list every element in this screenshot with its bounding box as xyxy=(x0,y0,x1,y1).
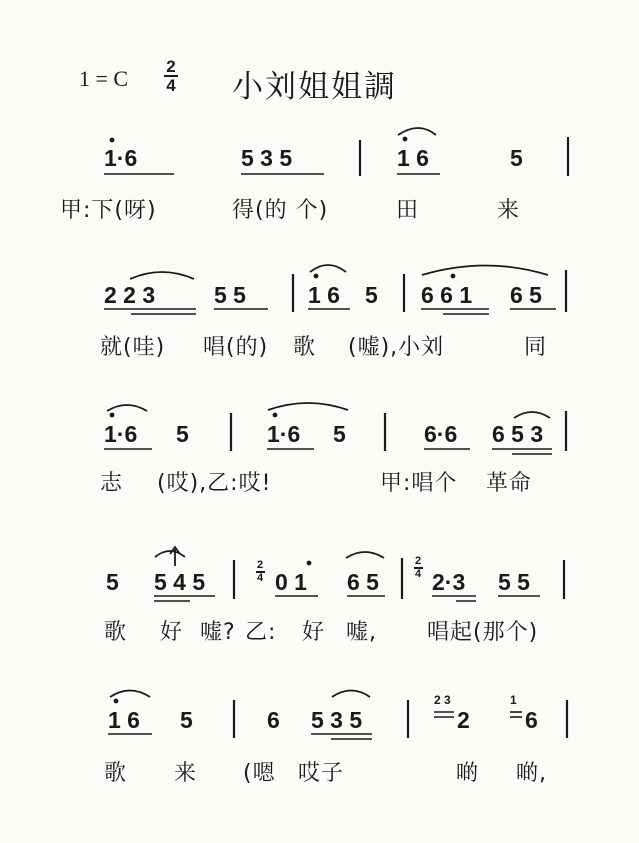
slur xyxy=(346,552,384,558)
slur xyxy=(332,691,370,698)
lyric-segment: 乙: xyxy=(245,620,277,645)
note-group: 6 5 3 xyxy=(492,421,544,447)
accent-mark xyxy=(170,547,180,554)
note-group: 5 xyxy=(180,707,193,733)
note-group: 0 1 xyxy=(275,569,307,595)
lyric-segment: 哎子 xyxy=(298,761,345,786)
note-group: 1·6 xyxy=(104,145,138,171)
lyric-segment: 嘘, xyxy=(346,620,377,645)
note-group: 5 xyxy=(365,282,378,308)
note-group: 6 xyxy=(267,707,280,733)
note-group: 5 xyxy=(176,421,189,447)
time-signature-top: 2 xyxy=(166,57,176,76)
note-group: 1·6 xyxy=(267,421,301,447)
note-group: 2 xyxy=(457,707,470,733)
grace-note: 2 3 xyxy=(434,693,451,707)
octave-dot xyxy=(451,274,456,279)
note-group: 1·6 xyxy=(104,421,138,447)
lyric-segment: 啲 xyxy=(456,761,480,786)
note-group: 6 6 1 xyxy=(421,282,473,308)
note-group: 5 5 xyxy=(498,569,530,595)
octave-dot xyxy=(273,413,278,418)
note-group: 6 5 xyxy=(510,282,542,308)
note-group: 5 xyxy=(510,145,523,171)
note-group: 5 3 5 xyxy=(241,145,293,171)
note-group: 6·6 xyxy=(424,421,458,447)
lyric-segment: (嘘),小刘 xyxy=(348,335,445,360)
lyric-segment: 歌 xyxy=(293,335,317,360)
lyric-segment: 唱起(那个) xyxy=(427,620,539,645)
octave-dot xyxy=(110,138,115,143)
lyric-segment: 革命 xyxy=(486,471,533,496)
lyric-segment: 来 xyxy=(174,761,198,786)
lyric-segment: (嗯 xyxy=(243,761,276,786)
slur xyxy=(398,128,436,135)
slur xyxy=(107,405,147,411)
slur xyxy=(514,412,550,418)
note-group: 2 2 3 xyxy=(104,282,156,308)
lyric-segment: 好 xyxy=(160,620,184,645)
note-group: 1 6 xyxy=(108,707,140,733)
slur xyxy=(110,691,150,698)
note-group: 6 5 xyxy=(347,569,379,595)
lyric-segment: 就(哇) xyxy=(100,335,166,360)
note-group: 5 xyxy=(106,569,119,595)
time-signature-bottom: 4 xyxy=(166,76,176,95)
key-signature: 1 = C xyxy=(79,66,129,91)
note-group: 1 6 xyxy=(308,282,340,308)
time-signature-change: 2 4 xyxy=(256,559,264,584)
lyric-segment: 好 xyxy=(302,620,326,645)
lyric-segment: 同 xyxy=(524,335,548,360)
octave-dot xyxy=(314,274,319,279)
octave-dot xyxy=(403,137,408,142)
note-group: 6 xyxy=(525,707,538,733)
slur xyxy=(130,272,194,279)
time-signature-change: 2 4 xyxy=(414,555,422,580)
slur xyxy=(310,265,346,272)
note-group: 5 xyxy=(333,421,346,447)
lyric-segment: 歌 xyxy=(104,620,128,645)
slur xyxy=(422,266,548,276)
lyric-segment: 田 xyxy=(396,198,420,223)
lyric-segment: 志 xyxy=(100,471,124,496)
slur xyxy=(155,551,185,557)
lyric-segment: 得(的 个) xyxy=(232,198,329,223)
lyric-segment: 啲, xyxy=(516,761,547,786)
grace-note: 1 xyxy=(510,693,517,707)
note-group: 5 4 5 xyxy=(154,569,206,595)
octave-dot xyxy=(114,699,119,704)
note-group: 5 5 xyxy=(214,282,246,308)
lyric-segment: 甲:下(呀) xyxy=(60,198,157,223)
slur xyxy=(268,403,348,410)
time-signature xyxy=(163,58,179,94)
lyric-segment: 来 xyxy=(497,198,521,223)
note-group: 2·3 xyxy=(432,569,466,595)
lyric-segment: 唱(的) xyxy=(203,335,269,360)
octave-dot xyxy=(307,561,312,566)
lyric-segment: 甲:唱个 xyxy=(380,471,458,496)
note-group: 5 3 5 xyxy=(311,707,363,733)
song-title: 小刘姐姐調 xyxy=(232,69,397,105)
lyric-segment: 嘘? xyxy=(200,620,236,645)
octave-dot xyxy=(110,413,115,418)
lyric-segment: 歌 xyxy=(104,761,128,786)
lyric-segment: (哎),乙:哎! xyxy=(157,471,272,496)
note-group: 1 6 xyxy=(397,145,429,171)
